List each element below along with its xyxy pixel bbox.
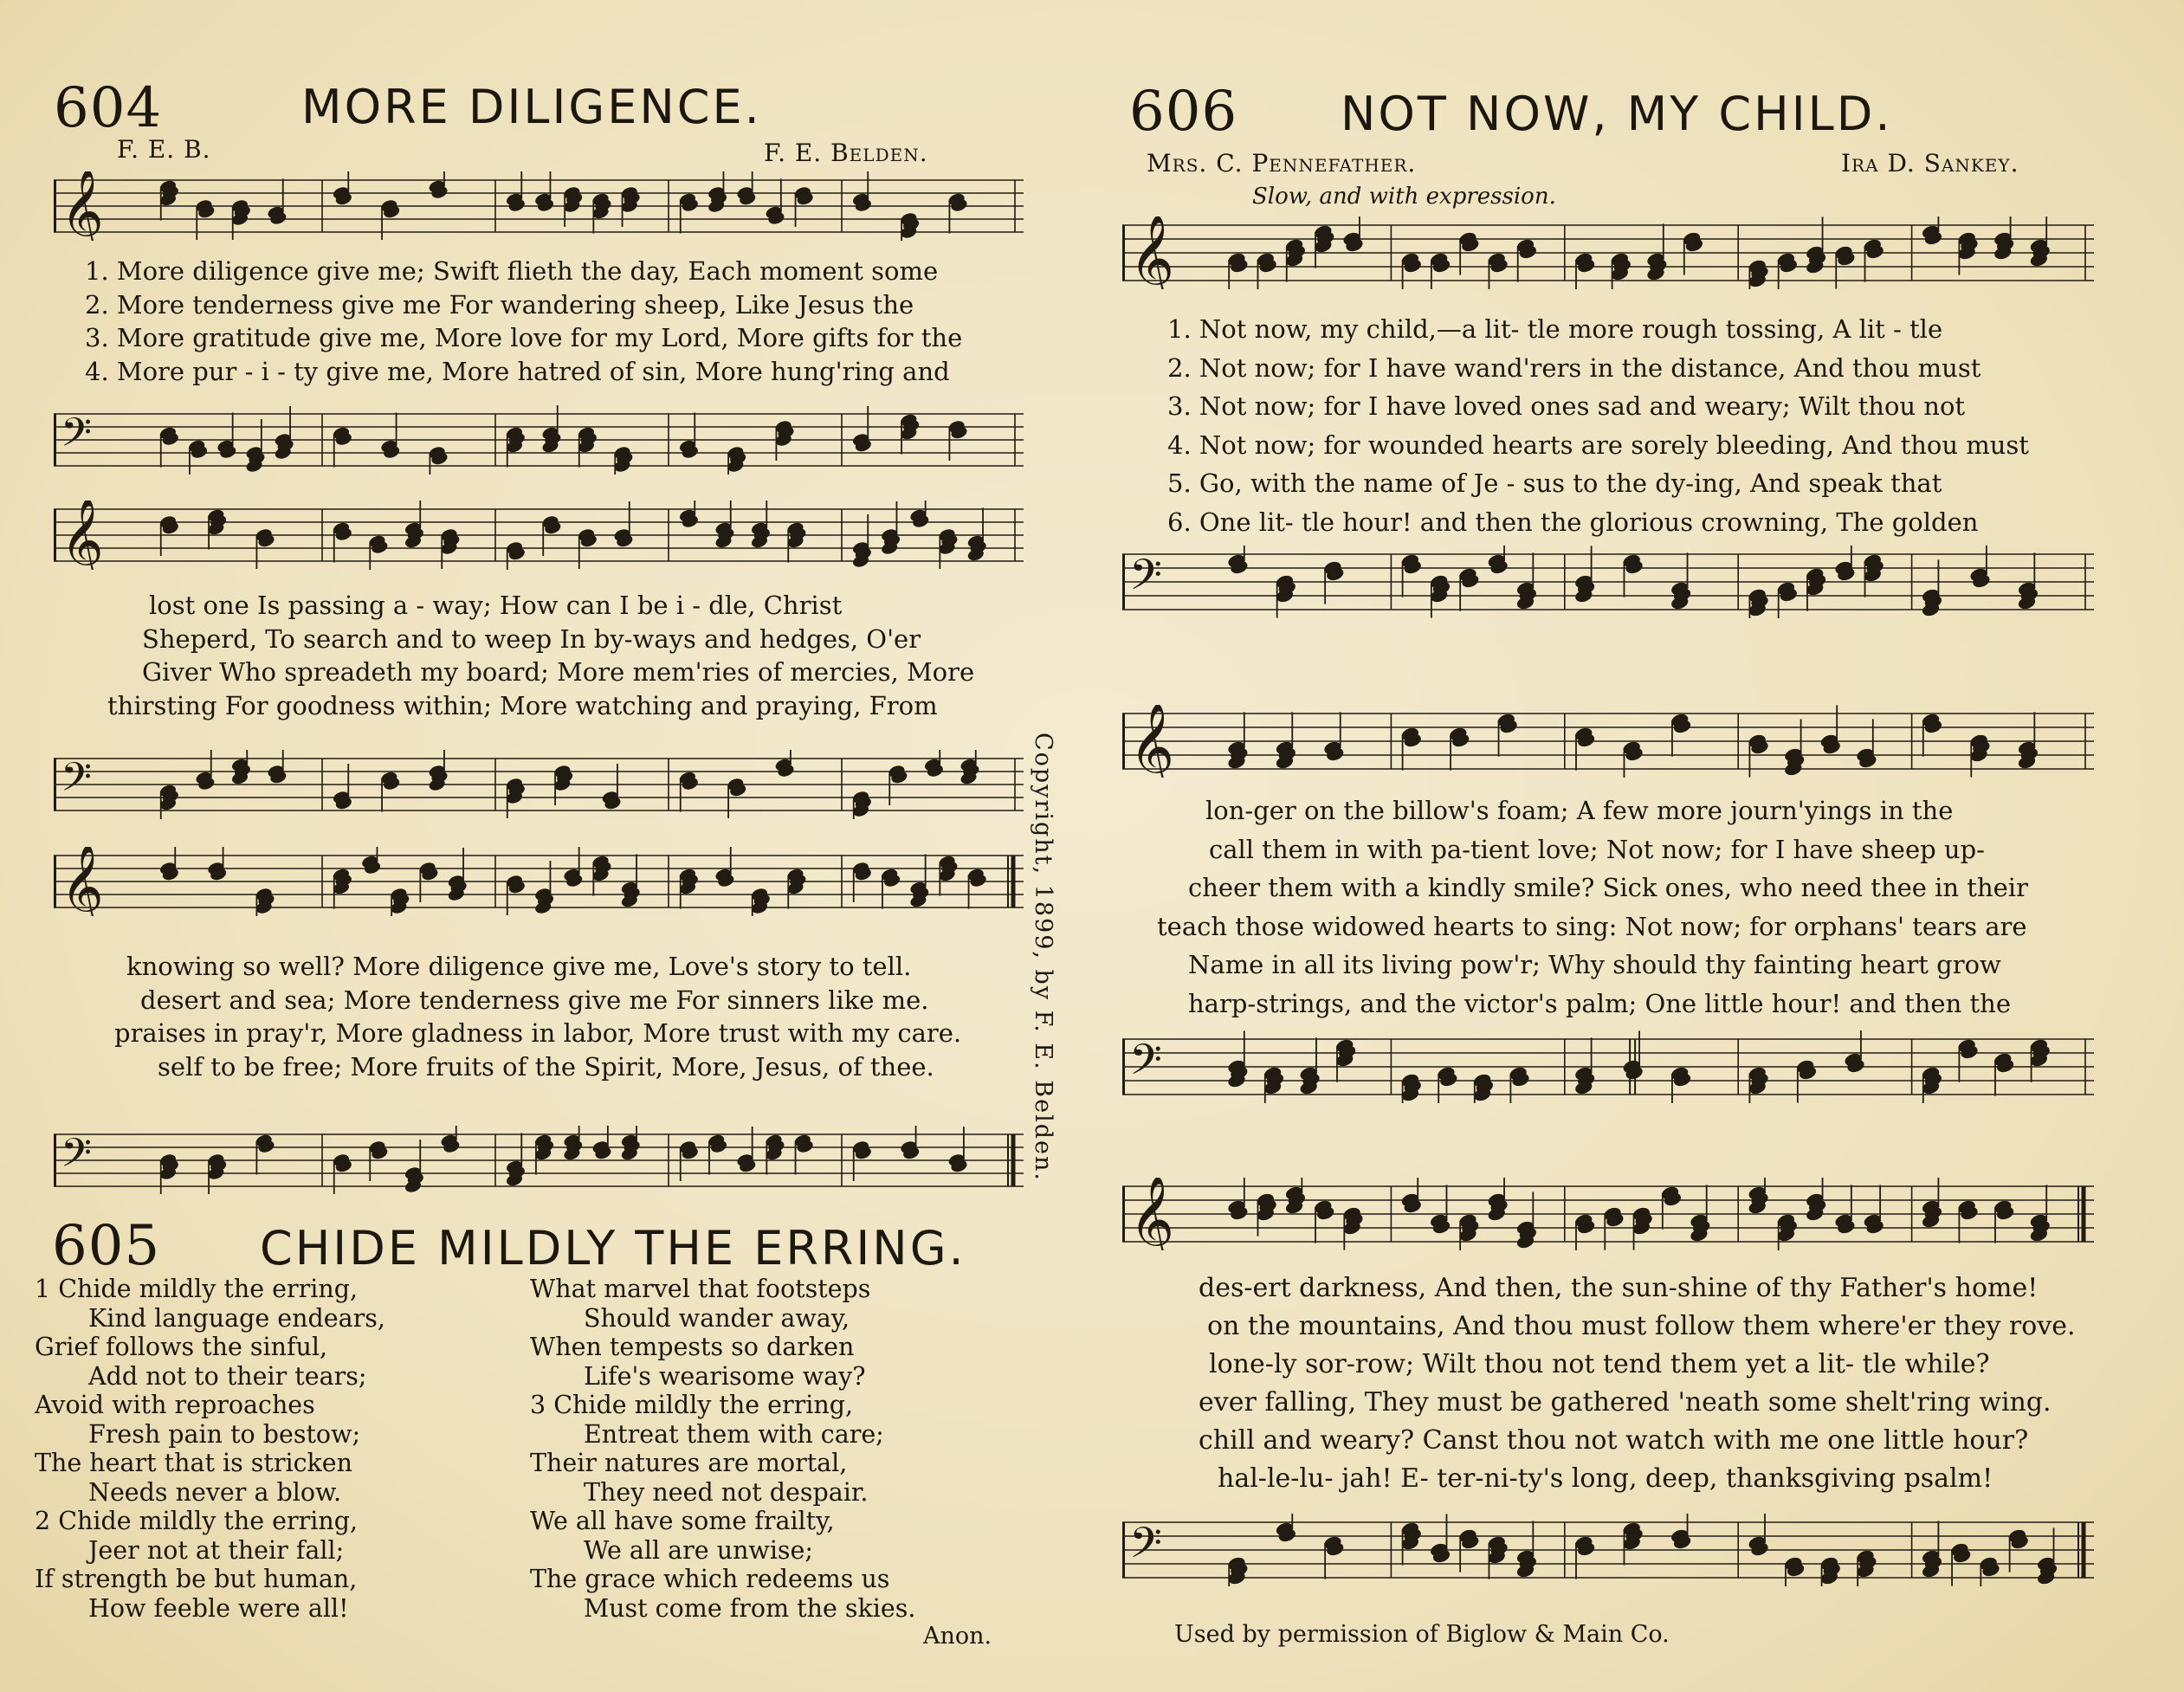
staff-graphic [1122, 216, 2094, 289]
lyric-line: 5. Go, with the name of Je - sus to the dy-ing, And speak that [1167, 468, 1942, 498]
hymn-606-number: 606 [1129, 80, 1238, 144]
svg-text:𝄢: 𝄢 [1129, 1518, 1162, 1578]
poem-line: Kind language endears, [88, 1303, 385, 1333]
staff-604-bass-2 [54, 750, 1024, 819]
svg-text:𝄞: 𝄞 [61, 847, 104, 916]
poem-line: Needs never a blow. [88, 1477, 342, 1507]
lyric-line: lon-ger on the billow's foam; A few more journ'yings in the [1205, 796, 1954, 825]
lyric-line: cheer them with a kindly smile? Sick ones, who need thee in their [1188, 873, 2028, 902]
lyric-line: des-ert darkness, And then, the sun-shine of thy Father's home! [1199, 1273, 2039, 1303]
staff-graphic [54, 171, 1024, 241]
lyric-line: desert and sea; More tenderness give me For sinners like me. [140, 985, 929, 1015]
staff-604-treble-1 [54, 171, 1024, 241]
lyric-line: 3. More gratitude give me, More love for my Lord, More gifts for the [85, 323, 963, 352]
staff-606-treble-1 [1122, 216, 2094, 289]
poem-line: 1 Chide mildly the erring, [35, 1275, 359, 1303]
poem-line: The heart that is stricken [35, 1449, 353, 1477]
hymn-606-title: NOT NOW, MY CHILD. [1341, 87, 1893, 141]
hymn-605-column-1 [35, 1275, 385, 1623]
hymn-604-music-credit: F. E. Belden. [764, 139, 928, 167]
lyric-line: lost one Is passing a - way; How can I be i - dle, Christ [149, 591, 843, 620]
lyric-line: thirsting For goodness within; More watching and praying, From [107, 690, 938, 720]
lyric-line: Name in all its living pow'r; Why should thy fainting heart grow [1188, 950, 2001, 979]
staff-606-bass-3 [1122, 1514, 2094, 1586]
svg-text:𝄞: 𝄞 [1129, 705, 1175, 778]
staff-606-treble-2 [1122, 705, 2094, 778]
lyric-line: 4. More pur - i - ty give me, More hatred of sin, More hung'ring and [85, 356, 950, 386]
svg-text:𝄞: 𝄞 [1129, 216, 1175, 289]
poem-line: Avoid with reproaches [35, 1391, 315, 1419]
svg-text:𝄞: 𝄞 [61, 500, 104, 570]
poem-line: We all have some frailty, [530, 1507, 835, 1535]
lyric-line: 2. More tenderness give me For wandering sheep, Like Jesus the [85, 289, 914, 320]
hymn-606-verse-block-2 [1157, 791, 2028, 1023]
staff-graphic [1122, 705, 2094, 778]
poem-line: We all are unwise; [584, 1535, 814, 1565]
lyric-line: chill and weary? Canst thou not watch with me one little hour? [1199, 1425, 2029, 1456]
lyric-line: knowing so well? More diligence give me, Love's story to tell. [126, 952, 912, 981]
lyric-line: 6. One lit- tle hour! and then the glorious crowning, The golden [1167, 507, 1979, 537]
hymn-606-verse-block-3 [1199, 1269, 2076, 1498]
svg-text:𝄢: 𝄢 [61, 410, 93, 466]
staff-graphic [1122, 1514, 2094, 1586]
lyric-line: 3. Not now; for I have loved ones sad and weary; Wilt thou not [1167, 391, 1966, 421]
lyric-line: on the mountains, And thou must follow them where'er they rove. [1207, 1311, 2076, 1341]
poem-line: 3 Chide mildly the erring, [530, 1391, 854, 1419]
staff-606-bass-2 [1122, 1030, 2094, 1103]
staff-graphic [54, 750, 1024, 819]
hymn-604-number: 604 [54, 76, 163, 140]
staff-606-bass-1 [1122, 546, 2094, 618]
hymn-604-copyright: Copyright, 1899, by F. E. Belden. [1030, 733, 1056, 1182]
staff-606-treble-3 [1122, 1178, 2094, 1250]
lyric-line: harp-strings, and the victor's palm; One little hour! and then the [1188, 988, 2011, 1018]
poem-line: How feeble were all! [88, 1593, 349, 1623]
staff-graphic [1122, 1030, 2094, 1103]
hymn-605-author: Anon. [923, 1623, 992, 1650]
svg-text:𝄢: 𝄢 [61, 754, 93, 810]
staff-604-bass-1 [54, 405, 1024, 475]
lyric-line: 2. Not now; for I have wand'rers in the distance, And thou must [1167, 352, 1981, 383]
staff-graphic [1122, 546, 2094, 618]
lyric-line: hal-le-lu- jah! E- ter-ni-ty's long, deep, thanksgiving psalm! [1218, 1463, 1993, 1494]
lyric-line: call them in with pa-tient love; Not now; for I have sheep up- [1209, 834, 1985, 864]
poem-line: Their natures are mortal, [530, 1449, 848, 1477]
hymn-606-words-credit: Mrs. C. Pennefather. [1147, 149, 1417, 178]
staff-604-bass-3 [54, 1126, 1024, 1195]
lyric-line: Giver Who spreadeth my board; More mem'ries of mercies, More [142, 657, 975, 687]
hymn-605-title: CHIDE MILDLY THE ERRING. [260, 1221, 966, 1275]
poem-line: Jeer not at their fall; [88, 1535, 345, 1565]
poem-line: Entreat them with care; [584, 1419, 884, 1449]
hymn-604-words-credit: F. E. B. [117, 135, 211, 164]
hymn-604-verse-block-3 [114, 950, 962, 1083]
staff-graphic [54, 847, 1024, 916]
poem-line: They need not despair. [584, 1477, 869, 1507]
staff-graphic [54, 405, 1024, 475]
poem-line: If strength be but human, [35, 1565, 358, 1593]
hymn-605-column-2 [530, 1275, 915, 1623]
staff-604-treble-2 [54, 500, 1024, 570]
hymn-604-title: MORE DILIGENCE. [301, 80, 762, 134]
lyric-line: lone-ly sor-row; Wilt thou not tend them yet a lit- tle while? [1209, 1349, 1990, 1379]
svg-text:𝄞: 𝄞 [1129, 1178, 1175, 1250]
poem-line: Grief follows the sinful, [35, 1333, 328, 1361]
lyric-line: 1. Not now, my child,—a lit- tle more rough tossing, A lit - tle [1167, 314, 1943, 344]
hymn-606-permission: Used by permission of Biglow & Main Co. [1174, 1621, 1670, 1648]
staff-graphic [54, 500, 1024, 570]
hymn-605-number: 605 [52, 1214, 161, 1278]
lyric-line: teach those widowed hearts to sing: Not now; for orphans' tears are [1157, 911, 2027, 941]
lyric-line: Sheperd, To search and to weep In by-ways and hedges, O'er [142, 623, 921, 654]
poem-line: What marvel that footsteps [530, 1275, 871, 1303]
poem-line: Life's wearisome way? [584, 1361, 866, 1391]
poem-line: Must come from the skies. [584, 1593, 916, 1623]
hymn-606-music-credit: Ira D. Sankey. [1841, 149, 2019, 178]
poem-line: Fresh pain to bestow; [88, 1419, 361, 1449]
hymn-606-tempo: Slow, and with expression. [1252, 184, 1556, 210]
hymn-604-verse-block-1 [85, 255, 962, 388]
hymn-606-verse-block-1 [1167, 310, 2029, 541]
poem-line: Add not to their tears; [88, 1361, 367, 1391]
svg-text:𝄢: 𝄢 [1129, 550, 1162, 610]
svg-text:𝄢: 𝄢 [61, 1130, 93, 1186]
hymn-604-verse-block-2 [107, 589, 974, 722]
staff-604-treble-3 [54, 847, 1024, 916]
staff-graphic [54, 1126, 1024, 1195]
lyric-line: ever falling, They must be gathered 'neath some shelt'ring wing. [1199, 1387, 2052, 1418]
poem-line: Should wander away, [584, 1303, 850, 1333]
lyric-line: 4. Not now; for wounded hearts are sorely bleeding, And thou must [1167, 429, 2029, 460]
poem-line: 2 Chide mildly the erring, [35, 1507, 359, 1535]
lyric-line: 1. More diligence give me; Swift flieth the day, Each moment some [85, 256, 939, 286]
svg-text:𝄢: 𝄢 [1129, 1035, 1162, 1095]
poem-line: When tempests so darken [530, 1333, 855, 1361]
lyric-line: praises in pray'r, More gladness in labor, More trust with my care. [114, 1018, 962, 1048]
svg-text:𝄞: 𝄞 [61, 171, 104, 241]
lyric-line: self to be free; More fruits of the Spirit, More, Jesus, of thee. [158, 1051, 934, 1082]
staff-graphic [1122, 1178, 2094, 1250]
poem-line: The grace which redeems us [530, 1565, 890, 1593]
